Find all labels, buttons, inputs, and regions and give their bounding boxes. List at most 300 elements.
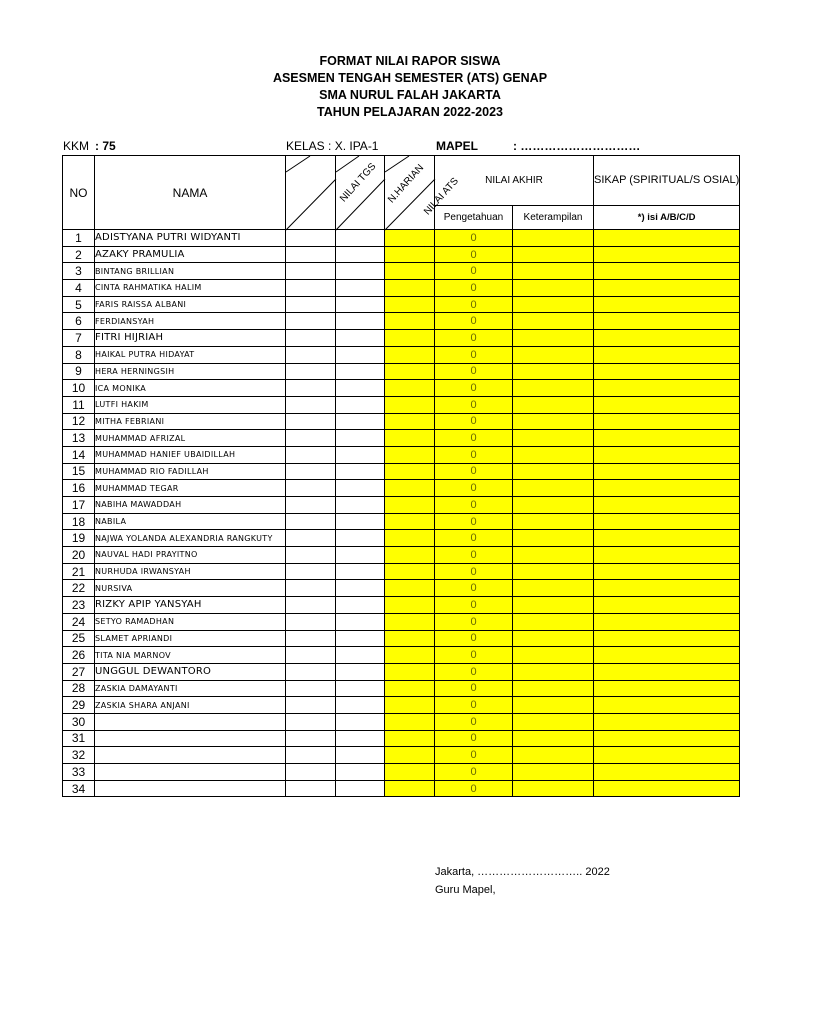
col-header-nilai-ats	[385, 156, 461, 230]
nilai-ats-cell	[385, 597, 435, 614]
row-number: 20	[63, 547, 95, 564]
nilai-ats-cell	[385, 380, 435, 397]
n-harian-cell	[336, 330, 385, 347]
table-row	[63, 697, 740, 714]
nilai-tgs-cell	[286, 530, 336, 547]
sikap-cell	[594, 296, 740, 313]
student-name: TITA NIA MARNOV	[95, 647, 286, 664]
nilai-ats-cell	[385, 346, 435, 363]
n-harian-cell	[336, 446, 385, 463]
table-row	[63, 630, 740, 647]
nilai-ats-cell	[385, 296, 435, 313]
pengetahuan-cell: 0	[435, 246, 513, 263]
pengetahuan-cell: 0	[435, 597, 513, 614]
pengetahuan-cell: 0	[435, 330, 513, 347]
nilai-tgs-cell	[286, 480, 336, 497]
student-name	[95, 747, 286, 764]
row-number: 7	[63, 330, 95, 347]
col-header-nilai-akhir: NILAI AKHIR	[435, 156, 594, 206]
row-number: 28	[63, 680, 95, 697]
student-name: ZASKIA SHARA ANJANI	[95, 697, 286, 714]
nilai-ats-cell	[385, 663, 435, 680]
table-row	[63, 580, 740, 597]
nilai-ats-cell	[385, 396, 435, 413]
n-harian-cell	[336, 630, 385, 647]
table-row	[63, 380, 740, 397]
table-row	[63, 513, 740, 530]
student-name: NURSIVA	[95, 580, 286, 597]
sikap-cell	[594, 563, 740, 580]
col-header-nilai-tgs	[286, 156, 379, 230]
keterampilan-cell	[513, 747, 594, 764]
nilai-ats-cell	[385, 547, 435, 564]
n-harian-cell	[336, 663, 385, 680]
keterampilan-cell	[513, 446, 594, 463]
doc-title-line-4: TAHUN PELAJARAN 2022-2023	[317, 105, 503, 119]
nilai-tgs-cell	[286, 263, 336, 280]
row-number: 16	[63, 480, 95, 497]
keterampilan-cell	[513, 730, 594, 747]
n-harian-cell	[336, 280, 385, 297]
row-number: 30	[63, 713, 95, 730]
n-harian-cell	[336, 263, 385, 280]
keterampilan-cell	[513, 547, 594, 564]
keterampilan-cell	[513, 363, 594, 380]
keterampilan-cell	[513, 430, 594, 447]
student-name: RIZKY APIP YANSYAH	[95, 597, 286, 614]
n-harian-cell	[336, 230, 385, 247]
nilai-ats-cell	[385, 764, 435, 781]
pengetahuan-cell: 0	[435, 613, 513, 630]
nilai-tgs-cell	[286, 346, 336, 363]
nilai-ats-cell	[385, 780, 435, 797]
n-harian-cell	[336, 513, 385, 530]
student-name	[95, 764, 286, 781]
nilai-ats-cell	[385, 697, 435, 714]
row-number: 21	[63, 563, 95, 580]
keterampilan-cell	[513, 330, 594, 347]
keterampilan-cell	[513, 597, 594, 614]
table-row	[63, 296, 740, 313]
keterampilan-cell	[513, 313, 594, 330]
kkm-value: : 75	[95, 139, 116, 153]
pengetahuan-cell: 0	[435, 764, 513, 781]
n-harian-cell	[336, 530, 385, 547]
student-name: NAJWA YOLANDA ALEXANDRIA RANGKUTY	[95, 530, 286, 547]
row-number: 32	[63, 747, 95, 764]
pengetahuan-cell: 0	[435, 446, 513, 463]
nilai-tgs-cell	[286, 730, 336, 747]
nilai-ats-cell	[385, 480, 435, 497]
nilai-tgs-cell	[286, 497, 336, 514]
nilai-tgs-cell	[286, 446, 336, 463]
table-row	[63, 613, 740, 630]
n-harian-cell	[336, 497, 385, 514]
sikap-cell	[594, 713, 740, 730]
sikap-cell	[594, 230, 740, 247]
n-harian-label: N.HARIAN	[386, 162, 427, 206]
nilai-tgs-cell	[286, 246, 336, 263]
col-header-nama: NAMA	[95, 156, 286, 230]
table-row	[63, 547, 740, 564]
sikap-cell	[594, 747, 740, 764]
sikap-cell	[594, 480, 740, 497]
nilai-tgs-cell	[286, 697, 336, 714]
nilai-ats-cell	[385, 363, 435, 380]
keterampilan-cell	[513, 246, 594, 263]
keterampilan-cell	[513, 396, 594, 413]
nilai-ats-cell	[385, 246, 435, 263]
table-row	[63, 747, 740, 764]
col-header-pengetahuan: Pengetahuan	[435, 206, 513, 230]
student-name: ZASKIA DAMAYANTI	[95, 680, 286, 697]
sikap-cell	[594, 313, 740, 330]
pengetahuan-cell: 0	[435, 647, 513, 664]
table-row	[63, 530, 740, 547]
n-harian-cell	[336, 647, 385, 664]
nilai-tgs-cell	[286, 663, 336, 680]
nilai-ats-cell	[385, 330, 435, 347]
sikap-cell	[594, 246, 740, 263]
nilai-ats-cell	[385, 680, 435, 697]
n-harian-cell	[336, 597, 385, 614]
pengetahuan-cell: 0	[435, 713, 513, 730]
pengetahuan-cell: 0	[435, 563, 513, 580]
student-name: BINTANG BRILLIAN	[95, 263, 286, 280]
row-number: 33	[63, 764, 95, 781]
pengetahuan-cell: 0	[435, 296, 513, 313]
sikap-cell	[594, 597, 740, 614]
sikap-cell	[594, 613, 740, 630]
nilai-tgs-cell	[286, 430, 336, 447]
nilai-ats-cell	[385, 313, 435, 330]
table-row	[63, 597, 740, 614]
nilai-ats-cell	[385, 713, 435, 730]
sikap-cell	[594, 497, 740, 514]
table-row	[63, 396, 740, 413]
keterampilan-cell	[513, 480, 594, 497]
nilai-tgs-cell	[286, 713, 336, 730]
nilai-ats-cell	[385, 747, 435, 764]
diagonal-lines	[286, 156, 336, 230]
sikap-cell	[594, 330, 740, 347]
nilai-ats-cell	[385, 530, 435, 547]
nilai-ats-cell	[385, 630, 435, 647]
student-name: ADISTYANA PUTRI WIDYANTI	[95, 230, 286, 247]
n-harian-cell	[336, 547, 385, 564]
student-name: SLAMET APRIANDI	[95, 630, 286, 647]
nilai-tgs-cell	[286, 313, 336, 330]
nilai-ats-cell	[385, 430, 435, 447]
pengetahuan-cell: 0	[435, 363, 513, 380]
student-name: LUTFI HAKIM	[95, 396, 286, 413]
nilai-ats-cell	[385, 463, 435, 480]
student-name: NAUVAL HADI PRAYITNO	[95, 547, 286, 564]
row-number: 8	[63, 346, 95, 363]
nilai-tgs-cell	[286, 630, 336, 647]
keterampilan-cell	[513, 563, 594, 580]
sikap-cell	[594, 263, 740, 280]
pengetahuan-cell: 0	[435, 463, 513, 480]
sikap-cell	[594, 380, 740, 397]
pengetahuan-cell: 0	[435, 680, 513, 697]
n-harian-cell	[336, 296, 385, 313]
keterampilan-cell	[513, 280, 594, 297]
nilai-ats-cell	[385, 413, 435, 430]
row-number: 5	[63, 296, 95, 313]
doc-title-line-3: SMA NURUL FALAH JAKARTA	[319, 88, 501, 102]
nilai-tgs-cell	[286, 580, 336, 597]
student-name: NABIHA MAWADDAH	[95, 497, 286, 514]
kkm-label: KKM	[63, 139, 90, 153]
table-row	[63, 780, 740, 797]
sikap-cell	[594, 730, 740, 747]
row-number: 11	[63, 396, 95, 413]
row-number: 34	[63, 780, 95, 797]
sikap-cell	[594, 630, 740, 647]
col-header-keterampilan: Keterampilan	[513, 206, 594, 230]
pengetahuan-cell: 0	[435, 697, 513, 714]
pengetahuan-cell: 0	[435, 663, 513, 680]
keterampilan-cell	[513, 296, 594, 313]
keterampilan-cell	[513, 463, 594, 480]
nilai-tgs-cell	[286, 780, 336, 797]
row-number: 23	[63, 597, 95, 614]
col-header-n-harian	[336, 156, 427, 230]
nilai-tgs-cell	[286, 563, 336, 580]
n-harian-cell	[336, 363, 385, 380]
row-number: 10	[63, 380, 95, 397]
nilai-ats-cell	[385, 446, 435, 463]
table-row	[63, 263, 740, 280]
nilai-tgs-cell	[286, 547, 336, 564]
pengetahuan-cell: 0	[435, 630, 513, 647]
nilai-ats-cell	[385, 563, 435, 580]
nilai-ats-cell	[385, 497, 435, 514]
keterampilan-cell	[513, 613, 594, 630]
student-name: HERA HERNINGSIH	[95, 363, 286, 380]
table-row	[63, 663, 740, 680]
pengetahuan-cell: 0	[435, 263, 513, 280]
student-name: MUHAMMAD HANIEF UBAIDILLAH	[95, 446, 286, 463]
table-row	[63, 246, 740, 263]
table-row	[63, 446, 740, 463]
table-row	[63, 430, 740, 447]
table-row	[63, 280, 740, 297]
signature-role: Guru Mapel,	[435, 884, 496, 896]
table-row	[63, 330, 740, 347]
table-row	[63, 563, 740, 580]
row-number: 6	[63, 313, 95, 330]
nilai-tgs-cell	[286, 363, 336, 380]
mapel-value: : …………………………	[513, 139, 641, 153]
nilai-tgs-cell	[286, 747, 336, 764]
pengetahuan-cell: 0	[435, 396, 513, 413]
mapel-label: MAPEL	[436, 139, 478, 153]
diagonal-lines	[385, 156, 435, 230]
keterampilan-cell	[513, 630, 594, 647]
nilai-ats-cell	[385, 513, 435, 530]
keterampilan-cell	[513, 580, 594, 597]
nilai-ats-cell	[385, 647, 435, 664]
n-harian-cell	[336, 613, 385, 630]
nilai-tgs-cell	[286, 680, 336, 697]
keterampilan-cell	[513, 530, 594, 547]
pengetahuan-cell: 0	[435, 313, 513, 330]
row-number: 1	[63, 230, 95, 247]
table-row	[63, 413, 740, 430]
student-name: MUHAMMAD AFRIZAL	[95, 430, 286, 447]
row-number: 31	[63, 730, 95, 747]
row-number: 25	[63, 630, 95, 647]
student-name: AZAKY PRAMULIA	[95, 246, 286, 263]
nilai-ats-cell	[385, 263, 435, 280]
col-header-no: NO	[63, 156, 95, 230]
n-harian-cell	[336, 346, 385, 363]
n-harian-cell	[336, 713, 385, 730]
n-harian-cell	[336, 697, 385, 714]
sikap-cell	[594, 346, 740, 363]
keterampilan-cell	[513, 697, 594, 714]
row-number: 9	[63, 363, 95, 380]
kelas-label: KELAS : X. IPA-1	[286, 139, 379, 153]
pengetahuan-cell: 0	[435, 480, 513, 497]
student-name: FARIS RAISSA ALBANI	[95, 296, 286, 313]
sikap-cell	[594, 413, 740, 430]
pengetahuan-cell: 0	[435, 380, 513, 397]
table-row	[63, 713, 740, 730]
student-name	[95, 713, 286, 730]
table-row	[63, 346, 740, 363]
sikap-cell	[594, 680, 740, 697]
n-harian-cell	[336, 480, 385, 497]
keterampilan-cell	[513, 663, 594, 680]
student-name: FERDIANSYAH	[95, 313, 286, 330]
pengetahuan-cell: 0	[435, 280, 513, 297]
pengetahuan-cell: 0	[435, 413, 513, 430]
table-row	[63, 680, 740, 697]
row-number: 2	[63, 246, 95, 263]
nilai-tgs-label: NILAI TGS	[338, 161, 379, 205]
row-number: 19	[63, 530, 95, 547]
keterampilan-cell	[513, 513, 594, 530]
student-name: MUHAMMAD RIO FADILLAH	[95, 463, 286, 480]
n-harian-cell	[336, 680, 385, 697]
row-number: 24	[63, 613, 95, 630]
row-number: 22	[63, 580, 95, 597]
table-row	[63, 480, 740, 497]
pengetahuan-cell: 0	[435, 430, 513, 447]
nilai-ats-cell	[385, 580, 435, 597]
table-row	[63, 647, 740, 664]
n-harian-cell	[336, 246, 385, 263]
pengetahuan-cell: 0	[435, 346, 513, 363]
row-number: 26	[63, 647, 95, 664]
sikap-cell	[594, 647, 740, 664]
nilai-tgs-cell	[286, 330, 336, 347]
student-name: FITRI HIJRIAH	[95, 330, 286, 347]
sikap-cell	[594, 396, 740, 413]
pengetahuan-cell: 0	[435, 747, 513, 764]
sikap-cell	[594, 580, 740, 597]
diagonal-lines	[336, 156, 385, 230]
sikap-cell	[594, 513, 740, 530]
student-name: MUHAMMAD TEGAR	[95, 480, 286, 497]
pengetahuan-cell: 0	[435, 730, 513, 747]
n-harian-cell	[336, 747, 385, 764]
table-row	[63, 313, 740, 330]
pengetahuan-cell: 0	[435, 230, 513, 247]
table-row	[63, 363, 740, 380]
keterampilan-cell	[513, 380, 594, 397]
table-row	[63, 764, 740, 781]
nilai-tgs-cell	[286, 463, 336, 480]
table-row	[63, 463, 740, 480]
nilai-tgs-cell	[286, 764, 336, 781]
n-harian-cell	[336, 380, 385, 397]
sikap-cell	[594, 663, 740, 680]
n-harian-cell	[336, 730, 385, 747]
row-number: 27	[63, 663, 95, 680]
table-row	[63, 730, 740, 747]
nilai-tgs-cell	[286, 647, 336, 664]
nilai-ats-cell	[385, 280, 435, 297]
sikap-cell	[594, 463, 740, 480]
nilai-tgs-cell	[286, 597, 336, 614]
n-harian-cell	[336, 413, 385, 430]
table-row	[63, 230, 740, 247]
row-number: 15	[63, 463, 95, 480]
student-name: ICA MONIKA	[95, 380, 286, 397]
grade-table	[62, 155, 740, 797]
n-harian-cell	[336, 563, 385, 580]
col-header-sikap: SIKAP (SPIRITUAL/S OSIAL)	[594, 156, 740, 206]
keterampilan-cell	[513, 764, 594, 781]
student-name	[95, 730, 286, 747]
keterampilan-cell	[513, 413, 594, 430]
student-name: CINTA RAHMATIKA HALIM	[95, 280, 286, 297]
nilai-tgs-cell	[286, 380, 336, 397]
nilai-tgs-cell	[286, 613, 336, 630]
student-name: NURHUDA IRWANSYAH	[95, 563, 286, 580]
pengetahuan-cell: 0	[435, 513, 513, 530]
pengetahuan-cell: 0	[435, 497, 513, 514]
row-number: 12	[63, 413, 95, 430]
table-row	[63, 497, 740, 514]
student-name	[95, 780, 286, 797]
student-name: MITHA FEBRIANI	[95, 413, 286, 430]
nilai-tgs-cell	[286, 513, 336, 530]
signature-place-date: Jakarta, ……………………….. 2022	[435, 866, 610, 878]
student-name: UNGGUL DEWANTORO	[95, 663, 286, 680]
n-harian-cell	[336, 580, 385, 597]
nilai-ats-cell	[385, 613, 435, 630]
keterampilan-cell	[513, 497, 594, 514]
nilai-tgs-cell	[286, 396, 336, 413]
sikap-cell	[594, 446, 740, 463]
sikap-cell	[594, 764, 740, 781]
pengetahuan-cell: 0	[435, 780, 513, 797]
row-number: 3	[63, 263, 95, 280]
col-header-sikap-note: *) isi A/B/C/D	[594, 206, 740, 230]
keterampilan-cell	[513, 346, 594, 363]
sikap-cell	[594, 430, 740, 447]
keterampilan-cell	[513, 230, 594, 247]
row-number: 4	[63, 280, 95, 297]
doc-title-line-2: ASESMEN TENGAH SEMESTER (ATS) GENAP	[272, 71, 548, 85]
n-harian-cell	[336, 764, 385, 781]
keterampilan-cell	[513, 780, 594, 797]
